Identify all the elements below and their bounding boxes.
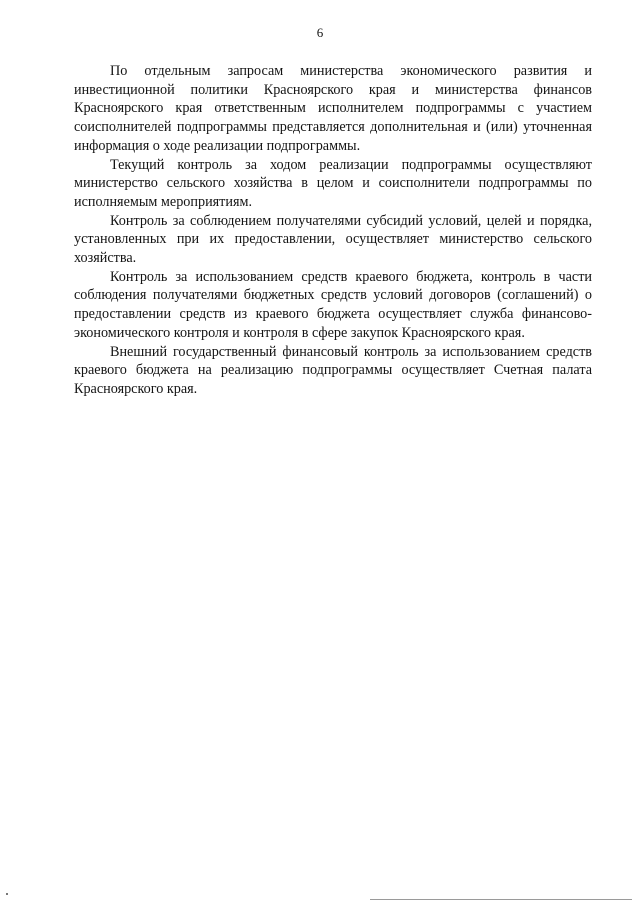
paragraph-current-control: Текущий контроль за ходом реализации подпрограммы осуществляют министерство сельского хозяйства в целом и соисполнители подпрограммы по исполняемым мероприятиям. xyxy=(74,156,592,210)
paragraph-additional-information: По отдельным запросам министерства экономического развития и инвестиционной политики Красноярского края и министерства финансов Красноярского края ответственным исполнителем подпрограммы с участием соисполнителей подпрограммы представляется дополнительная и (или) уточненная информация о ходе реализации подпрограммы. xyxy=(74,63,592,154)
page-number: 6 xyxy=(316,25,324,40)
scan-artifact-dot xyxy=(6,893,8,895)
paragraph-external-control: Внешний государственный финансовый контроль за использованием средств краевого бюджета на реализацию подпрограммы осуществляет Счетная палата Красноярского края. xyxy=(74,343,592,397)
paragraph-subsidy-control: Контроль за соблюдением получателями субсидий условий, целей и порядка, установленных при их предоставлении, осуществляет министерство сельского хозяйства. xyxy=(74,212,592,267)
document-body xyxy=(74,62,592,399)
paragraph-budget-control: Контроль за использованием средств краевого бюджета, контроль в части соблюдения получателями бюджетных средств условий договоров (соглашений) о предоставлении средств из краевого бюджета осуществляет служба финансово-экономического контроля и контроля в сфере закупок Красноярского края. xyxy=(74,268,592,341)
scan-artifact-line xyxy=(370,899,632,900)
